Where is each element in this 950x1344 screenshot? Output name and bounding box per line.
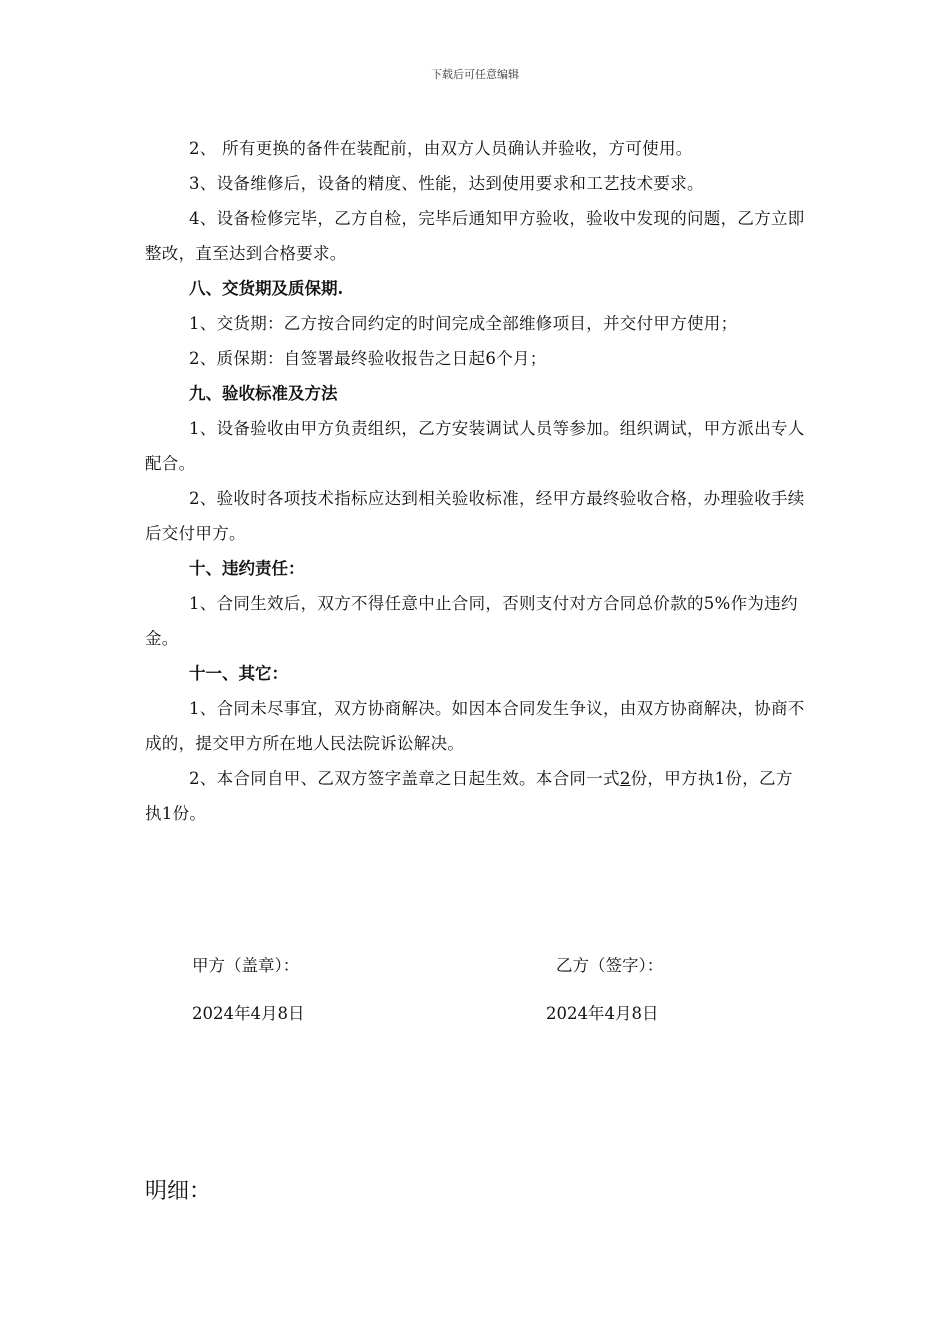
clause-line: 1、合同未尽事宜，双方协商解决。如因本合同发生争议，由双方协商解决，协商不成的，提交甲方所在地人民法院诉讼解决。: [145, 699, 805, 753]
clause-line: 2、 所有更换的备件在装配前，由双方人员确认并验收，方可使用。: [189, 139, 693, 158]
party-a-label: 甲方（盖章）：: [192, 956, 300, 975]
effective-text-after: 份，甲方执1份，乙方执1份。: [145, 769, 793, 823]
clause-line: 2、质保期：自签署最终验收报告之日起6个月；: [189, 349, 547, 368]
clause-line: 3、设备维修后，设备的精度、性能，达到使用要求和工艺技术要求。: [189, 174, 704, 193]
clause-line: 1、合同生效后，双方不得任意中止合同，否则支付对方合同总价款的5%作为违约金。: [145, 594, 798, 648]
effective-text-before: 2、本合同自甲、乙双方签字盖章之日起生效。本合同一式: [189, 769, 620, 788]
party-b-date: 2024年4月8日: [546, 1004, 659, 1023]
page-header: 下载后可任意编辑: [431, 68, 519, 81]
section-heading: 十一、其它：: [189, 664, 288, 683]
party-a-date: 2024年4月8日: [192, 1004, 305, 1023]
clause-line: 2、验收时各项技术指标应达到相关验收标准，经甲方最终验收合格，办理验收手续后交付甲方。: [145, 489, 805, 543]
section-heading: 八、交货期及质保期.: [189, 279, 344, 298]
party-b-label: 乙方（签字）：: [556, 956, 664, 975]
detail-label: 明细：: [145, 1179, 212, 1204]
section-heading: 九、验收标准及方法: [189, 384, 338, 403]
clause-line: 1、设备验收由甲方负责组织，乙方安装调试人员等参加。组织调试，甲方派出专人配合。: [145, 419, 805, 473]
clause-line: 1、交货期：乙方按合同约定的时间完成全部维修项目，并交付甲方使用；: [189, 314, 738, 333]
clause-line: 4、设备检修完毕，乙方自检，完毕后通知甲方验收，验收中发现的问题，乙方立即整改，直至达到合格要求。: [145, 209, 805, 263]
section-heading: 十、违约责任：: [189, 559, 305, 578]
clause-line-effective: [145, 761, 805, 831]
copies-count: 2: [619, 769, 631, 788]
contract-body: [145, 131, 805, 831]
